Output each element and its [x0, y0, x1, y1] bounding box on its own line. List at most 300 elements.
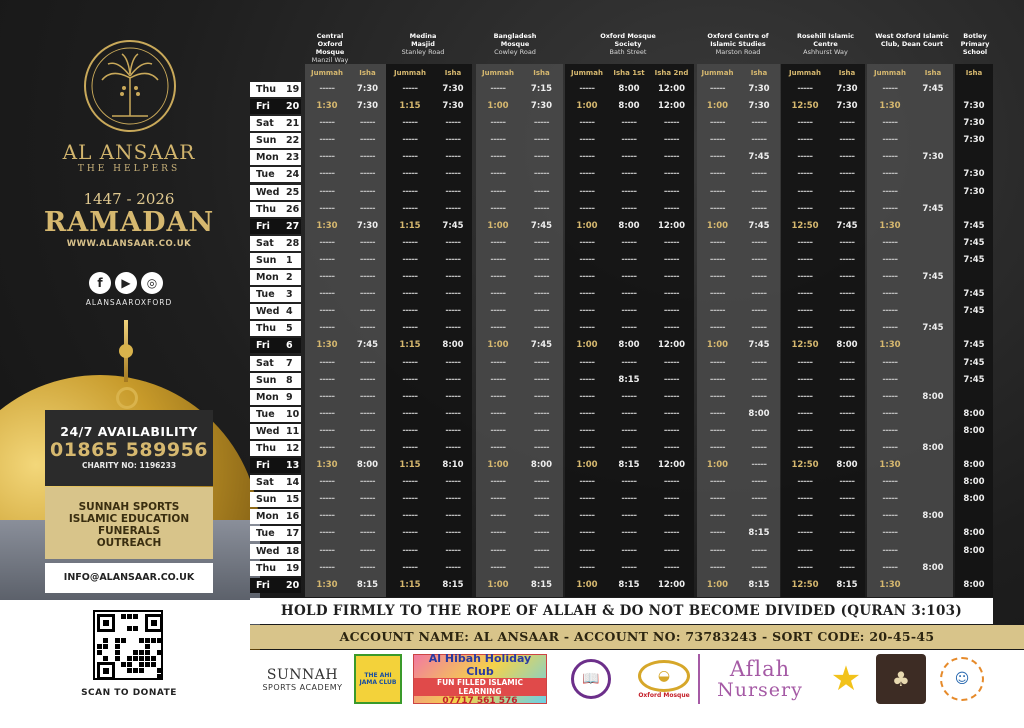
- time-cell: -----: [621, 545, 637, 556]
- time-cell: -----: [402, 562, 418, 573]
- time-cell: -----: [533, 511, 550, 522]
- brand-name: AL ANSAAR: [62, 140, 196, 164]
- time-cell: -----: [359, 272, 376, 283]
- time-cell: -----: [579, 254, 595, 265]
- time-cell: 8:00: [922, 562, 944, 573]
- time-cell: 1:30: [316, 460, 338, 471]
- time-cell: -----: [490, 118, 506, 129]
- time-cell: -----: [839, 477, 855, 488]
- time-cell: 8:15: [748, 528, 770, 539]
- qr-module: [133, 668, 138, 673]
- table-row: [250, 98, 993, 115]
- time-cell: -----: [797, 118, 813, 129]
- time-cell: -----: [533, 135, 550, 146]
- time-cell: -----: [797, 254, 813, 265]
- phone-number[interactable]: 01865 589956: [49, 439, 209, 461]
- day-name: Thu: [256, 442, 277, 454]
- time-cell: -----: [797, 135, 813, 146]
- qr-module: [151, 638, 156, 643]
- table-row: [250, 269, 993, 286]
- time-cell: -----: [579, 357, 595, 368]
- time-cell: -----: [621, 494, 637, 505]
- availability-box: [45, 410, 213, 486]
- time-cell: -----: [359, 203, 376, 214]
- hibah-title: Al Hibah Holiday Club: [428, 652, 532, 678]
- hibah-phone: 07717 561 576: [442, 696, 518, 706]
- day-label: [250, 390, 301, 405]
- day-name: Sun: [256, 254, 277, 266]
- qr-module: [139, 668, 144, 673]
- facebook-icon[interactable]: f: [89, 272, 111, 294]
- time-cell: -----: [402, 374, 418, 385]
- time-cell: -----: [839, 254, 855, 265]
- time-cell: [955, 149, 993, 166]
- time-cell: -----: [797, 357, 813, 368]
- table-row: [250, 355, 993, 372]
- time-cell: -----: [797, 186, 813, 197]
- time-cell: -----: [709, 118, 726, 129]
- brand-tagline: THE HELPERS: [77, 164, 181, 174]
- time-cell: -----: [359, 254, 376, 265]
- column-header: Isha: [359, 69, 376, 77]
- day-label: [250, 407, 301, 422]
- time-cell: 1:00: [706, 340, 729, 351]
- time-cell: -----: [797, 237, 813, 248]
- time-cell: -----: [709, 528, 726, 539]
- time-cell: -----: [359, 152, 376, 163]
- time-cell: -----: [579, 528, 595, 539]
- oxford-mosque-logo: [633, 654, 695, 704]
- qr-module: [127, 662, 132, 667]
- time-cell: -----: [882, 408, 898, 419]
- time-cell: -----: [319, 306, 335, 317]
- column-header: Jummah: [789, 69, 821, 77]
- time-cell: 7:45: [963, 357, 985, 368]
- time-cell: -----: [797, 306, 813, 317]
- time-cell: 7:45: [963, 220, 985, 231]
- time-cell: 12:50: [791, 220, 819, 231]
- day-date: 19: [286, 84, 300, 95]
- time-cell: 1:15: [399, 101, 421, 112]
- time-cell: -----: [663, 511, 680, 522]
- table-row: [250, 286, 993, 303]
- time-cell: [913, 543, 953, 560]
- time-cell: 7:45: [922, 272, 944, 283]
- time-cell: 12:50: [791, 340, 819, 351]
- time-cell: 7:45: [963, 340, 985, 351]
- time-cell: 1:00: [576, 101, 598, 112]
- time-cell: -----: [359, 494, 376, 505]
- day-date: 17: [286, 528, 300, 540]
- time-cell: -----: [663, 391, 680, 402]
- day-name: Sat: [256, 118, 274, 130]
- mosque-name: Bangladesh Mosque: [493, 32, 537, 48]
- time-cell: -----: [533, 169, 550, 180]
- time-cell: -----: [533, 152, 550, 163]
- time-cell: -----: [621, 391, 637, 402]
- time-cell: -----: [533, 545, 550, 556]
- time-cell: 1:00: [576, 579, 598, 590]
- time-cell: -----: [402, 237, 418, 248]
- time-cell: 12:50: [791, 579, 819, 590]
- table-row: [250, 474, 993, 491]
- time-cell: -----: [445, 186, 461, 197]
- day-date: 3: [286, 289, 293, 301]
- time-cell: 8:15: [618, 374, 640, 385]
- time-cell: -----: [445, 374, 461, 385]
- time-cell: -----: [751, 203, 767, 214]
- qr-module: [121, 614, 126, 619]
- time-cell: -----: [490, 562, 506, 573]
- time-cell: -----: [663, 374, 680, 385]
- time-cell: -----: [319, 84, 335, 94]
- finial-ball: [119, 344, 133, 358]
- time-cell: 8:00: [618, 101, 640, 112]
- column-header: Jummah: [311, 69, 343, 77]
- column-header: Jummah: [482, 69, 514, 77]
- time-cell: 8:00: [442, 340, 464, 351]
- time-cell: 1:00: [706, 579, 729, 590]
- time-cell: -----: [319, 323, 335, 334]
- qr-module: [139, 638, 144, 643]
- time-cell: 12:00: [657, 340, 686, 351]
- time-cell: 7:30: [963, 135, 985, 146]
- qr-module: [157, 638, 162, 643]
- time-cell: -----: [359, 545, 376, 556]
- time-cell: 8:00: [963, 545, 985, 556]
- time-cell: [913, 286, 953, 303]
- time-cell: -----: [797, 289, 813, 300]
- youtube-icon[interactable]: ▶: [115, 272, 137, 294]
- day-date: 13: [286, 460, 300, 472]
- people-circle-logo: [936, 654, 988, 704]
- time-cell: -----: [709, 152, 726, 163]
- time-cell: -----: [882, 442, 898, 453]
- day-name: Fri: [256, 460, 270, 472]
- time-cell: -----: [533, 323, 550, 334]
- time-cell: -----: [533, 272, 550, 283]
- time-cell: -----: [579, 374, 595, 385]
- time-cell: [913, 491, 953, 508]
- time-cell: -----: [319, 391, 335, 402]
- day-date: 6: [286, 340, 293, 352]
- day-name: Fri: [256, 340, 270, 352]
- time-cell: -----: [797, 374, 813, 385]
- hibah-holiday-club-logo: [413, 654, 547, 704]
- time-cell: [913, 98, 953, 115]
- time-cell: -----: [839, 237, 855, 248]
- table-row: [250, 440, 993, 457]
- time-cell: -----: [533, 425, 550, 436]
- time-cell: -----: [709, 374, 726, 385]
- people-icon: ☺: [940, 657, 984, 701]
- time-cell: 7:30: [356, 220, 379, 231]
- mosque-address: Marston Road: [715, 48, 761, 56]
- time-cell: -----: [839, 152, 855, 163]
- time-cell: -----: [319, 357, 335, 368]
- time-cell: 8:00: [836, 340, 858, 351]
- time-cell: 1:00: [487, 460, 509, 471]
- time-cell: -----: [490, 203, 506, 214]
- time-cell: -----: [533, 528, 550, 539]
- time-cell: -----: [579, 323, 595, 334]
- day-label: [250, 373, 301, 388]
- time-cell: -----: [319, 545, 335, 556]
- time-cell: -----: [319, 425, 335, 436]
- time-cell: -----: [319, 477, 335, 488]
- mosque-name: Medina Masjid: [409, 32, 437, 48]
- time-cell: 1:30: [879, 460, 901, 471]
- time-cell: -----: [663, 357, 680, 368]
- time-cell: -----: [490, 528, 506, 539]
- time-cell: -----: [882, 528, 898, 539]
- time-cell: -----: [533, 237, 550, 248]
- day-date: 9: [286, 391, 293, 403]
- time-cell: -----: [751, 562, 767, 573]
- donate-qr-code[interactable]: [93, 610, 163, 680]
- time-cell: -----: [579, 511, 595, 522]
- time-cell: 7:30: [963, 186, 985, 197]
- time-cell: -----: [533, 442, 550, 453]
- table-row: [250, 389, 993, 406]
- day-name: Wed: [256, 425, 280, 437]
- time-cell: -----: [882, 169, 898, 180]
- time-cell: -----: [839, 374, 855, 385]
- time-cell: -----: [319, 203, 335, 214]
- mosque-name: Oxford Centre of Islamic Studies: [707, 32, 769, 48]
- qr-module: [145, 662, 150, 667]
- table-row: [250, 372, 993, 389]
- day-name: Mon: [256, 511, 279, 523]
- time-cell: -----: [663, 203, 680, 214]
- time-cell: -----: [797, 272, 813, 283]
- time-cell: -----: [402, 442, 418, 453]
- table-row: [250, 320, 993, 337]
- time-cell: -----: [663, 254, 680, 265]
- table-row: [250, 508, 993, 525]
- day-name: Fri: [256, 220, 270, 232]
- time-cell: -----: [579, 135, 595, 146]
- website-link[interactable]: WWW.ALANSAAR.CO.UK: [66, 239, 192, 249]
- time-cell: [955, 81, 993, 98]
- time-cell: -----: [402, 511, 418, 522]
- time-cell: 7:45: [530, 220, 553, 231]
- email-link[interactable]: INFO@ALANSAAR.CO.UK: [45, 563, 213, 593]
- time-cell: 1:30: [316, 340, 338, 351]
- day-label: [250, 356, 301, 371]
- time-cell: 8:00: [963, 528, 985, 539]
- hibah-tagline: FUN FILLED ISLAMIC LEARNING: [414, 678, 546, 696]
- day-label: [250, 99, 301, 114]
- ahi-club-logo: [354, 654, 402, 704]
- qr-module: [103, 656, 108, 661]
- time-cell: -----: [533, 494, 550, 505]
- time-cell: -----: [709, 511, 726, 522]
- time-cell: -----: [533, 357, 550, 368]
- time-cell: -----: [709, 323, 726, 334]
- time-cell: -----: [402, 84, 418, 94]
- mosque-address: Manzil Way: [311, 56, 349, 64]
- time-cell: -----: [319, 272, 335, 283]
- time-cell: -----: [663, 562, 680, 573]
- time-cell: 1:15: [399, 220, 421, 231]
- time-cell: -----: [445, 511, 461, 522]
- time-cell: 7:15: [530, 84, 553, 94]
- time-cell: [955, 201, 993, 218]
- time-cell: -----: [490, 323, 506, 334]
- day-date: 14: [286, 477, 300, 489]
- time-cell: 1:15: [399, 579, 421, 590]
- time-cell: -----: [402, 203, 418, 214]
- time-cell: -----: [839, 169, 855, 180]
- time-cell: 12:00: [657, 101, 686, 112]
- time-cell: [913, 423, 953, 440]
- nursery-text: Nursery: [717, 679, 803, 701]
- time-cell: -----: [839, 306, 855, 317]
- table-row: [250, 525, 993, 542]
- mosque-header: [398, 32, 448, 56]
- qr-module: [133, 656, 138, 661]
- time-cell: -----: [319, 152, 335, 163]
- time-cell: -----: [359, 237, 376, 248]
- time-cell: 1:00: [487, 101, 509, 112]
- time-cell: 7:45: [442, 220, 464, 231]
- time-cell: 1:30: [316, 579, 338, 590]
- day-label: [250, 578, 301, 593]
- instagram-icon[interactable]: ◎: [141, 272, 163, 294]
- time-cell: 8:00: [922, 511, 944, 522]
- time-cell: -----: [797, 511, 813, 522]
- column-header: Jummah: [701, 69, 734, 77]
- time-cell: 12:00: [657, 84, 686, 94]
- time-cell: -----: [402, 391, 418, 402]
- time-cell: 7:30: [836, 101, 858, 112]
- time-cell: -----: [663, 186, 680, 197]
- qr-module: [133, 614, 138, 619]
- ahi-club-text: THE AHI JAMA CLUB: [359, 672, 397, 686]
- time-cell: -----: [319, 442, 335, 453]
- time-cell: -----: [663, 306, 680, 317]
- day-date: 8: [286, 374, 293, 386]
- time-cell: -----: [490, 254, 506, 265]
- day-name: Sun: [256, 494, 277, 506]
- time-cell: -----: [402, 186, 418, 197]
- table-row: [250, 184, 993, 201]
- time-cell: -----: [751, 169, 767, 180]
- day-label: [250, 270, 301, 285]
- time-cell: -----: [709, 562, 726, 573]
- time-cell: 7:30: [922, 152, 944, 163]
- time-cell: -----: [882, 425, 898, 436]
- day-date: 15: [286, 494, 300, 506]
- time-cell: -----: [797, 203, 813, 214]
- time-cell: -----: [751, 186, 767, 197]
- time-cell: -----: [663, 272, 680, 283]
- day-name: Fri: [256, 579, 270, 591]
- time-cell: -----: [797, 169, 813, 180]
- time-cell: -----: [490, 477, 506, 488]
- time-cell: -----: [663, 442, 680, 453]
- time-cell: -----: [621, 203, 637, 214]
- oxford-mosque-text: Oxford Mosque: [638, 691, 690, 699]
- time-cell: -----: [359, 323, 376, 334]
- time-cell: -----: [319, 254, 335, 265]
- time-cell: 8:00: [963, 408, 985, 419]
- column-header: Isha: [533, 69, 550, 77]
- time-cell: 1:00: [487, 220, 509, 231]
- time-cell: -----: [663, 169, 680, 180]
- time-cell: 8:00: [748, 408, 770, 419]
- time-cell: -----: [621, 135, 637, 146]
- column-header: Jummah: [394, 69, 426, 77]
- time-cell: -----: [709, 254, 726, 265]
- years: 1447 - 2026: [83, 190, 175, 208]
- time-cell: -----: [709, 408, 726, 419]
- time-cell: -----: [319, 494, 335, 505]
- time-cell: -----: [621, 477, 637, 488]
- time-cell: -----: [445, 408, 461, 419]
- time-cell: -----: [402, 477, 418, 488]
- time-cell: -----: [882, 254, 898, 265]
- table-row: [250, 235, 993, 252]
- qr-module: [133, 626, 138, 631]
- time-cell: 7:30: [963, 169, 985, 180]
- time-cell: -----: [709, 272, 726, 283]
- qr-finder-center: [103, 620, 109, 626]
- time-cell: 7:30: [748, 84, 770, 94]
- time-cell: -----: [359, 391, 376, 402]
- time-cell: -----: [709, 391, 726, 402]
- time-cell: -----: [882, 511, 898, 522]
- time-cell: -----: [751, 494, 767, 505]
- time-cell: -----: [319, 289, 335, 300]
- day-date: 25: [286, 186, 300, 198]
- column-header: Isha: [965, 69, 983, 77]
- time-cell: 12:00: [657, 579, 686, 590]
- qr-module: [115, 644, 120, 649]
- time-cell: 7:45: [922, 203, 944, 214]
- qr-module: [145, 644, 150, 649]
- time-cell: -----: [839, 289, 855, 300]
- qr-module: [115, 650, 120, 655]
- crescent-icon: [116, 387, 138, 409]
- time-cell: -----: [533, 118, 550, 129]
- time-cell: -----: [359, 169, 376, 180]
- table-row: [250, 423, 993, 440]
- time-cell: [913, 303, 953, 320]
- time-cell: -----: [882, 357, 898, 368]
- time-cell: -----: [621, 289, 637, 300]
- time-cell: -----: [621, 306, 637, 317]
- time-cell: -----: [839, 118, 855, 129]
- time-cell: -----: [579, 545, 595, 556]
- time-cell: 7:30: [356, 101, 379, 112]
- time-cell: -----: [621, 357, 637, 368]
- day-name: Tue: [256, 289, 275, 301]
- column-header: Isha 1st: [613, 69, 645, 77]
- time-cell: [913, 132, 953, 149]
- day-label: [250, 441, 301, 456]
- day-date: 2: [286, 272, 293, 284]
- time-cell: -----: [751, 374, 767, 385]
- time-cell: -----: [751, 135, 767, 146]
- time-cell: -----: [621, 511, 637, 522]
- time-cell: 1:00: [576, 220, 598, 231]
- day-date: 20: [286, 579, 300, 591]
- mosque-name: Central Oxford Mosque: [315, 32, 345, 56]
- mosque-name: West Oxford Islamic Club, Dean Court: [875, 32, 949, 48]
- time-cell: -----: [319, 511, 335, 522]
